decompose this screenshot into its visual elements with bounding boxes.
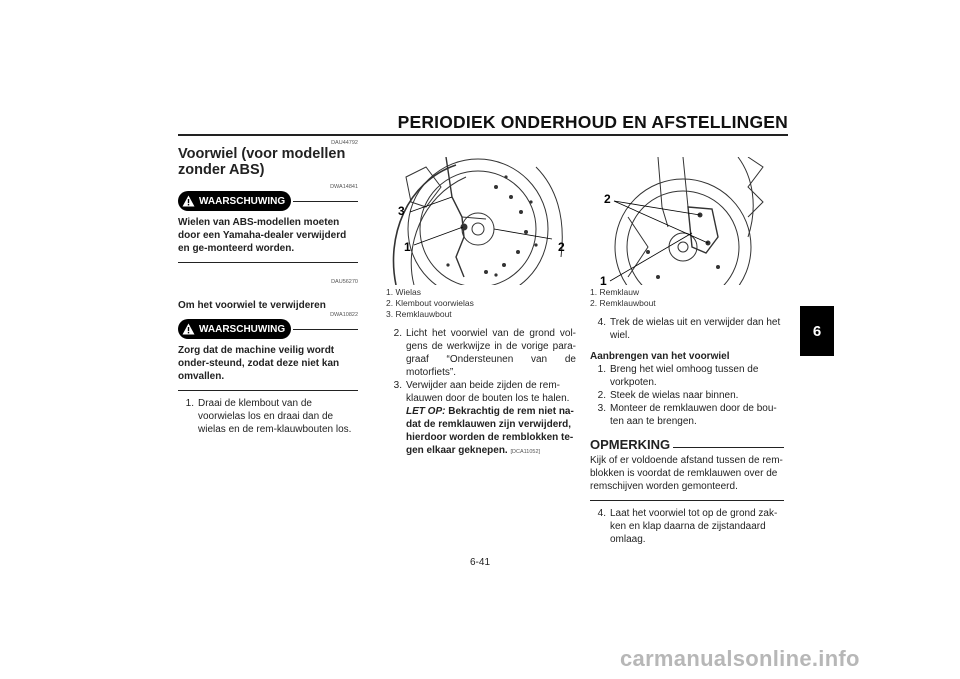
- warning-label: [178, 319, 291, 339]
- warning-line: [293, 329, 358, 330]
- caution-text: Bekrachtig de rem niet na-dat de remklauwen zijn verwijderd, hierdoor worden de remblokken te-gen elkaar geknepen.: [406, 406, 574, 456]
- note-label: OPMERKING: [590, 437, 671, 452]
- caution-code: [DCA11052]: [510, 449, 541, 455]
- list-item: [590, 363, 784, 389]
- callout-label: 2: [558, 240, 565, 254]
- chapter-tab[interactable]: 6: [800, 306, 834, 356]
- watermark: carmanualsonline.info: [620, 646, 860, 671]
- warning-icon: [182, 195, 195, 207]
- callout-label: 2: [604, 192, 611, 206]
- warning-label: [178, 191, 291, 211]
- step-number: 4.: [597, 508, 606, 519]
- step-text: Licht het voorwiel van de grond vol-gens de werkwijze in de vorige para-graaf “Ondersteunen van de motorfiets”.: [406, 328, 576, 378]
- list-item: [590, 507, 784, 546]
- figure-caliper: [588, 157, 780, 285]
- warning-label-text: WAARSCHUWING: [199, 195, 286, 207]
- figure-caption: 3. Remklauwbout: [386, 309, 452, 319]
- figure-caption: 1. Remklauw: [590, 287, 640, 297]
- callout-label: 3: [398, 204, 405, 218]
- warning-end-rule: [178, 262, 358, 263]
- note-line: [673, 447, 784, 448]
- warning-line: [293, 201, 358, 202]
- step-text: Monteer de remklauwen door de bou-ten aan te brengen.: [610, 403, 777, 427]
- step-number: 3.: [597, 403, 606, 414]
- warning-icon: [182, 323, 195, 335]
- step-text: [406, 379, 576, 459]
- step-number: 2.: [597, 390, 606, 401]
- list-item: [386, 327, 576, 379]
- warning-code: DWA10822: [330, 312, 358, 318]
- wheel-illustration: [386, 157, 576, 285]
- list-item: [590, 402, 784, 428]
- step-number: 1.: [597, 364, 606, 375]
- figure-caption: 2. Klembout voorwielas: [386, 298, 474, 308]
- figure-wheel-axle: [386, 157, 576, 285]
- section-heading: Voorwiel (voor modellen zonder ABS): [178, 146, 346, 178]
- figure-caption: 2. Remklauwbout: [590, 298, 656, 308]
- warning-text: Zorg dat de machine veilig wordt onder-steund, zodat deze niet kan omvallen.: [178, 345, 340, 382]
- list-item: [386, 379, 576, 459]
- column-3: [590, 287, 784, 546]
- step-text: Steek de wielas naar binnen.: [610, 390, 739, 401]
- section-code: DAU44792: [331, 140, 358, 146]
- step-number: 2.: [393, 328, 402, 339]
- callout-label: 1: [600, 274, 607, 285]
- step-text: Laat het voorwiel tot op de grond zak-ken en klap daarna de zijstandaard omlaag.: [610, 508, 778, 545]
- page-title: PERIODIEK ONDERHOUD EN AFSTELLINGEN: [397, 112, 788, 132]
- step-number: 1.: [185, 398, 194, 409]
- subsection-heading: Om het voorwiel te verwijderen: [178, 300, 326, 311]
- column-1: [178, 140, 358, 436]
- header-rule: [178, 134, 788, 136]
- callout-label: 1: [404, 240, 411, 254]
- step-text: Breng het wiel omhoog tussen de vorkpoten.: [610, 364, 759, 388]
- page-number: 6-41: [469, 557, 490, 568]
- list-item: [590, 316, 784, 342]
- step-text-main: Verwijder aan beide zijden de rem-klauwen door de bouten los te halen.: [406, 380, 570, 404]
- step-number: 3.: [393, 380, 402, 391]
- warning-code: DWA14841: [330, 184, 358, 190]
- step-text: Draai de klembout van de voorwielas los en draai dan de wielas en de rem-klauwbouten los.: [198, 398, 352, 435]
- warning-label-text: WAARSCHUWING: [199, 323, 286, 335]
- note-end-rule: [590, 500, 784, 501]
- caliper-illustration: [588, 157, 780, 285]
- step-number: 4.: [597, 317, 606, 328]
- note-banner: [590, 437, 784, 452]
- warning-banner: [178, 319, 358, 339]
- mount-heading: Aanbrengen van het voorwiel: [590, 351, 730, 362]
- caution-label: LET OP:: [406, 406, 446, 417]
- column-2: [386, 287, 576, 459]
- subsection-code: DAU56270: [331, 279, 358, 285]
- warning-banner: [178, 191, 358, 211]
- step-text: Trek de wielas uit en verwijder dan het wiel.: [610, 317, 781, 341]
- list-item: [590, 389, 784, 402]
- list-item: [178, 397, 358, 436]
- warning-end-rule: [178, 390, 358, 391]
- warning-text: Wielen van ABS-modellen moeten door een Yamaha-dealer verwijderd en ge-monteerd worden.: [178, 217, 347, 254]
- note-text: Kijk of er voldoende afstand tussen de rem-blokken is voordat de remklauwen over de remschijven worden gemonteerd.: [590, 455, 783, 492]
- figure-caption: 1. Wielas: [386, 287, 421, 297]
